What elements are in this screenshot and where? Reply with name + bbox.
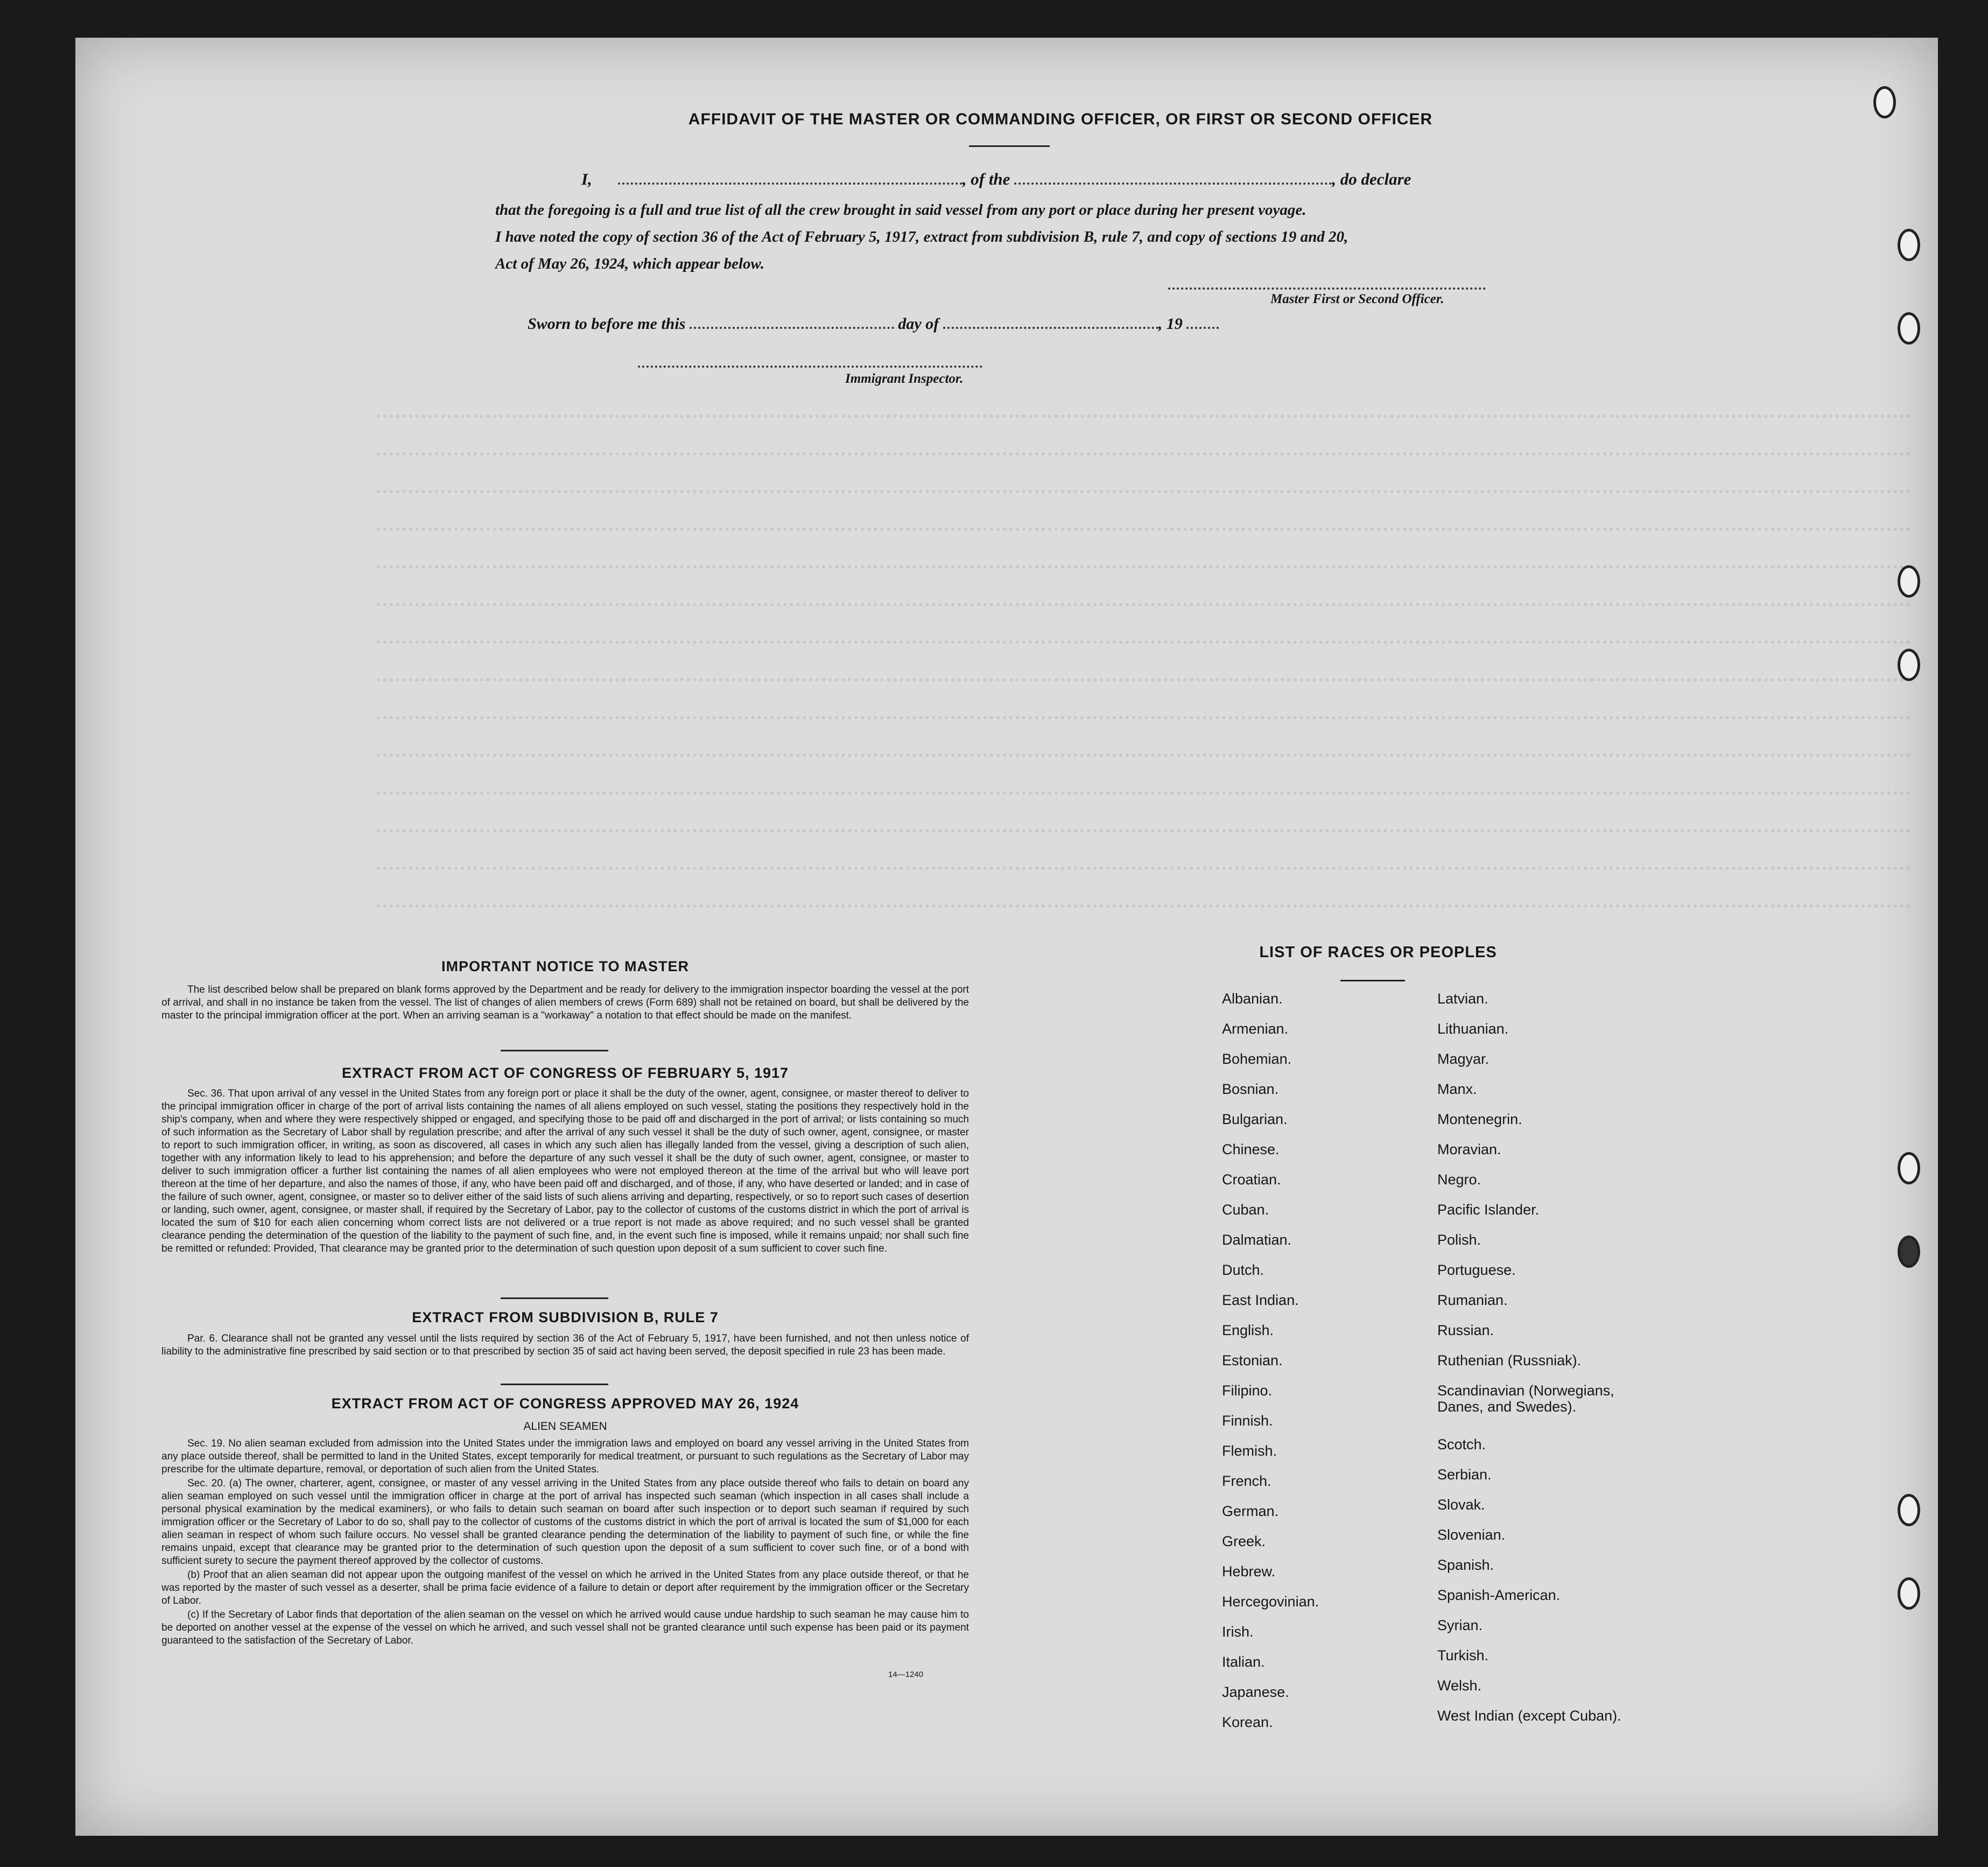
sworn-day-of-label: day of (898, 315, 939, 333)
race-item: Negro. (1437, 1171, 1481, 1188)
race-item: Slovak. (1437, 1497, 1485, 1513)
race-item: Cuban. (1222, 1202, 1269, 1218)
extract-1924-sec20c: (c) If the Secretary of Labor finds that deportation of the alien seaman on the vessel on which he arrived would cause undue hardship to such seaman he may cause him to be deported on another vessel at the expense of the vessel on which he arrived, and such vessel shall not be granted clearance until such expense has been paid or its payment guaranteed to the satisfaction of the Secretary of Labor. (161, 1609, 969, 1646)
race-item: Latvian. (1437, 991, 1488, 1007)
race-item: Slovenian. (1437, 1527, 1506, 1543)
races-right-column (1437, 991, 1739, 1738)
extract-1924-title: EXTRACT FROM ACT OF CONGRESS APPROVED MAY 26, 1924 (331, 1395, 799, 1412)
race-item: East Indian. (1222, 1292, 1299, 1308)
extract-1924-sec19: Sec. 19. No alien seaman excluded from admission into the United States under the immigration laws and employed on board any vessel arriving in the United States from any place outside thereof, shall be permitted to land in the United States, except temporarily for medical treatment, or pursuant to such regulations as the Secretary of Labor may prescribe for the ultimate departure, removal, or deportation of such alien from the United States. (161, 1438, 969, 1475)
do-declare-label: , do declare (1332, 170, 1411, 188)
race-item: Montenegrin. (1437, 1111, 1522, 1127)
race-item: Turkish. (1437, 1647, 1489, 1664)
extract-rule7-text: Par. 6. Clearance shall not be granted any vessel until the lists required by section 36 of the Act of February 5, 1917, have been furnished, and not then unless notice of liability to the administrative fine prescribed by said section or to that prescribed by section 35 of said act having been served, the deposit specified in rule 23 has been made. (161, 1333, 969, 1357)
inspector-signature-line[interactable] (638, 361, 982, 370)
declarant-name-field[interactable] (618, 183, 963, 185)
inspector-label: Immigrant Inspector. (845, 371, 964, 386)
divider (969, 145, 1050, 147)
notice-text: The list described below shall be prepared on blank forms approved by the Department and be ready for delivery to the immigration inspector boarding the vessel at the port of arrival, and shall in no instance be taken from the vessel. The list of changes of alien members of crews (Form 689) shall not be retained on board, but shall be delivered by the master to the principal immigration officer at the port. When an arriving seaman is a "workaway" a notation to that effect should be made on the manifest. (161, 984, 969, 1021)
race-item: Flemish. (1222, 1443, 1277, 1459)
form-number: 14—1240 (888, 1670, 924, 1679)
race-item: Italian. (1222, 1654, 1265, 1670)
race-item: Albanian. (1222, 991, 1283, 1007)
race-item: English. (1222, 1322, 1274, 1338)
notice-title: IMPORTANT NOTICE TO MASTER (441, 958, 689, 974)
race-item: Spanish. (1437, 1557, 1494, 1573)
race-item: Scotch. (1437, 1436, 1486, 1452)
sworn-month-field[interactable] (943, 327, 1158, 329)
race-item: Serbian. (1437, 1466, 1492, 1483)
affidavit-line-2: that the foregoing is a full and true list of all the crew brought in said vessel from any port or place during her present voyage. (495, 201, 1306, 219)
declarant-i-label: I, (581, 170, 592, 188)
race-item: Chinese. (1222, 1141, 1280, 1157)
extract-1917-title: EXTRACT FROM ACT OF CONGRESS OF FEBRUARY 5, 1917 (341, 1065, 789, 1081)
extract-1924-subtitle: ALIEN SEAMEN (523, 1420, 607, 1433)
binder-hole (1873, 86, 1896, 118)
race-item: Pacific Islander. (1437, 1202, 1540, 1218)
race-item: Welsh. (1437, 1678, 1482, 1694)
race-item: Scandinavian (Norwegians, Danes, and Swedes). (1437, 1382, 1614, 1415)
binder-hole (1898, 1577, 1920, 1610)
binder-hole (1898, 649, 1920, 681)
race-item: Dalmatian. (1222, 1232, 1292, 1248)
race-item: Hercegovinian. (1222, 1594, 1319, 1610)
extract-1924-sec20a: Sec. 20. (a) The owner, charterer, agent, consignee, or master of any vessel arriving in the United States from any place outside thereof who fails to detain on board any alien seaman employed on such vessel until the immigration officer in charge at the port of arrival has inspected such seaman (which inspection in all cases shall include a personal physical examination by the medical examiners), or who fails to detain such seaman on board after such inspection or to deport such seaman if required by such immigration officer or the Secretary of Labor to do so, shall pay to the collector of customs of the customs district in which the port of arrival is located the sum of $1,000 for each alien seaman in respect of whom such failure occurs. No vessel shall be granted clearance pending the determination of the liability to payment of such fine, or while the fine remains unpaid, except that clearance may be granted prior to the determination of such question upon the deposit of a sum sufficient to cover such fine, or of a bond with sufficient surety to secure the payment thereof approved by the collector of customs. (161, 1478, 969, 1567)
affidavit-line-3: I have noted the copy of section 36 of the Act of February 5, 1917, extract from subdivision B, rule 7, and copy of sections 19 and 20, (495, 228, 1348, 245)
sworn-prefix: Sworn to before me this (528, 315, 686, 333)
race-item: Japanese. (1222, 1684, 1289, 1700)
race-item: Lithuanian. (1437, 1021, 1509, 1037)
races-left-column (1222, 991, 1448, 1744)
binder-hole (1898, 1236, 1920, 1268)
race-item: West Indian (except Cuban). (1437, 1708, 1621, 1724)
affidavit-declaration-line (495, 170, 1669, 189)
extract-1924-sec20b: (b) Proof that an alien seaman did not appear upon the outgoing manifest of the vessel on which he arrived in the United States from any place outside thereof, or that he was reported by the master of such vessel as a deserter, shall be prima facie evidence of a failure to detain or deport after requirement by the immigration officer or the Secretary of Labor. (161, 1569, 969, 1606)
binder-hole (1898, 1152, 1920, 1184)
binder-hole (1898, 565, 1920, 598)
master-signature-line[interactable] (1168, 283, 1486, 292)
race-item: Armenian. (1222, 1021, 1289, 1037)
race-item: Rumanian. (1437, 1292, 1508, 1308)
affidavit-line-4: Act of May 26, 1924, which appear below. (495, 255, 764, 272)
notice-body (161, 984, 969, 1023)
affidavit-title: AFFIDAVIT OF THE MASTER OR COMMANDING OFFICER, OR FIRST OR SECOND OFFICER (688, 110, 1433, 128)
race-item: Korean. (1222, 1714, 1273, 1730)
race-item: Estonian. (1222, 1352, 1283, 1368)
race-item: Manx. (1437, 1081, 1477, 1097)
race-item: Portuguese. (1437, 1262, 1516, 1278)
race-item: Spanish-American. (1437, 1587, 1561, 1603)
race-item: Bohemian. (1222, 1051, 1292, 1067)
race-item: Irish. (1222, 1624, 1254, 1640)
master-signature-label: Master First or Second Officer. (1270, 292, 1444, 306)
race-item: Ruthenian (Russniak). (1437, 1352, 1582, 1368)
extract-rule7-title: EXTRACT FROM SUBDIVISION B, RULE 7 (412, 1309, 719, 1325)
divider (501, 1050, 608, 1051)
divider (501, 1297, 608, 1299)
race-item: Finnish. (1222, 1413, 1273, 1429)
race-item: Dutch. (1222, 1262, 1265, 1278)
race-item: German. (1222, 1503, 1279, 1519)
race-item: Syrian. (1437, 1617, 1483, 1633)
affidavit-body (495, 196, 1680, 277)
divider (1340, 980, 1405, 981)
race-item: Magyar. (1437, 1051, 1490, 1067)
document-sheet (75, 38, 1938, 1836)
race-item: Bosnian. (1222, 1081, 1279, 1097)
races-title: LIST OF RACES OR PEOPLES (1259, 944, 1497, 961)
sworn-year-label: , 19 (1158, 315, 1183, 333)
sworn-line (528, 315, 1219, 333)
race-item: Filipino. (1222, 1382, 1273, 1399)
extract-rule7-body (161, 1332, 969, 1359)
binder-hole (1898, 229, 1920, 261)
race-item: French. (1222, 1473, 1272, 1489)
race-item: Hebrew. (1222, 1563, 1276, 1580)
race-item: Greek. (1222, 1533, 1266, 1549)
sworn-year-field[interactable] (1186, 327, 1219, 329)
extract-1924-body (161, 1437, 969, 1648)
race-item: Russian. (1437, 1322, 1494, 1338)
race-item: Bulgarian. (1222, 1111, 1288, 1127)
binder-hole (1898, 1494, 1920, 1526)
race-item: Polish. (1437, 1232, 1481, 1248)
sworn-day-field[interactable] (690, 327, 894, 329)
binder-hole (1898, 312, 1920, 345)
race-item: Croatian. (1222, 1171, 1281, 1188)
divider (501, 1384, 608, 1385)
race-item: Moravian. (1437, 1141, 1501, 1157)
vessel-name-field[interactable] (1014, 183, 1332, 185)
extract-1917-text: Sec. 36. That upon arrival of any vessel in the United States from any foreign port or place it shall be the duty of the owner, agent, consignee, or master thereof to deliver to the principal immigration officer in charge of the port of arrival lists containing the names of all aliens employed on such vessel, stating the positions they respectively hold in the ship's company, when and where they were respectively shipped or engaged, and specifying those to be paid off and discharged in the port of arrival; or lists containing so much of such information as the Secretary of Labor shall by regulation prescribe; and after the arrival of any such vessel it shall be the duty of such owner, agent, consignee, or master to report to such immigration officer, in writing, as soon as discovered, all cases in which any such alien has illegally landed from the vessel, giving a description of such alien, together with any information likely to lead to his apprehension; and before the departure of any such vessel it shall be the duty of such owner, agent, consignee, or master to deliver to such immigration officer a further list containing the names of all alien employees who were not employed thereon at the time of the arrival but who will leave port thereon at the time of her departure, and also the names of those, if any, who have been paid off and discharged, and of those, if any, who have deserted or landed; and in case of the failure of such owner, agent, consignee, or master so to deliver either of the said lists of such aliens arriving and departing, respectively, or so to report such cases of desertion or landing, such owner, agent, consignee, or master shall, if required by the Secretary of Labor, pay to the collector of customs of the customs district in which the port of arrival is located the sum of $10 for each alien concerning whom correct lists are not delivered or a true report is not made as above required; and no such vessel shall be granted clearance pending the determination of the question of the liability to the payment of such fine, and, in the event such fine is imposed, while it remains unpaid; nor shall such fine be remitted or refunded: Provided, That clearance may be granted prior to the determination of such question upon deposit of a sum sufficient to cover such fine. (161, 1088, 969, 1254)
of-the-label: , of the (962, 170, 1010, 188)
extract-1917-body (161, 1087, 969, 1257)
